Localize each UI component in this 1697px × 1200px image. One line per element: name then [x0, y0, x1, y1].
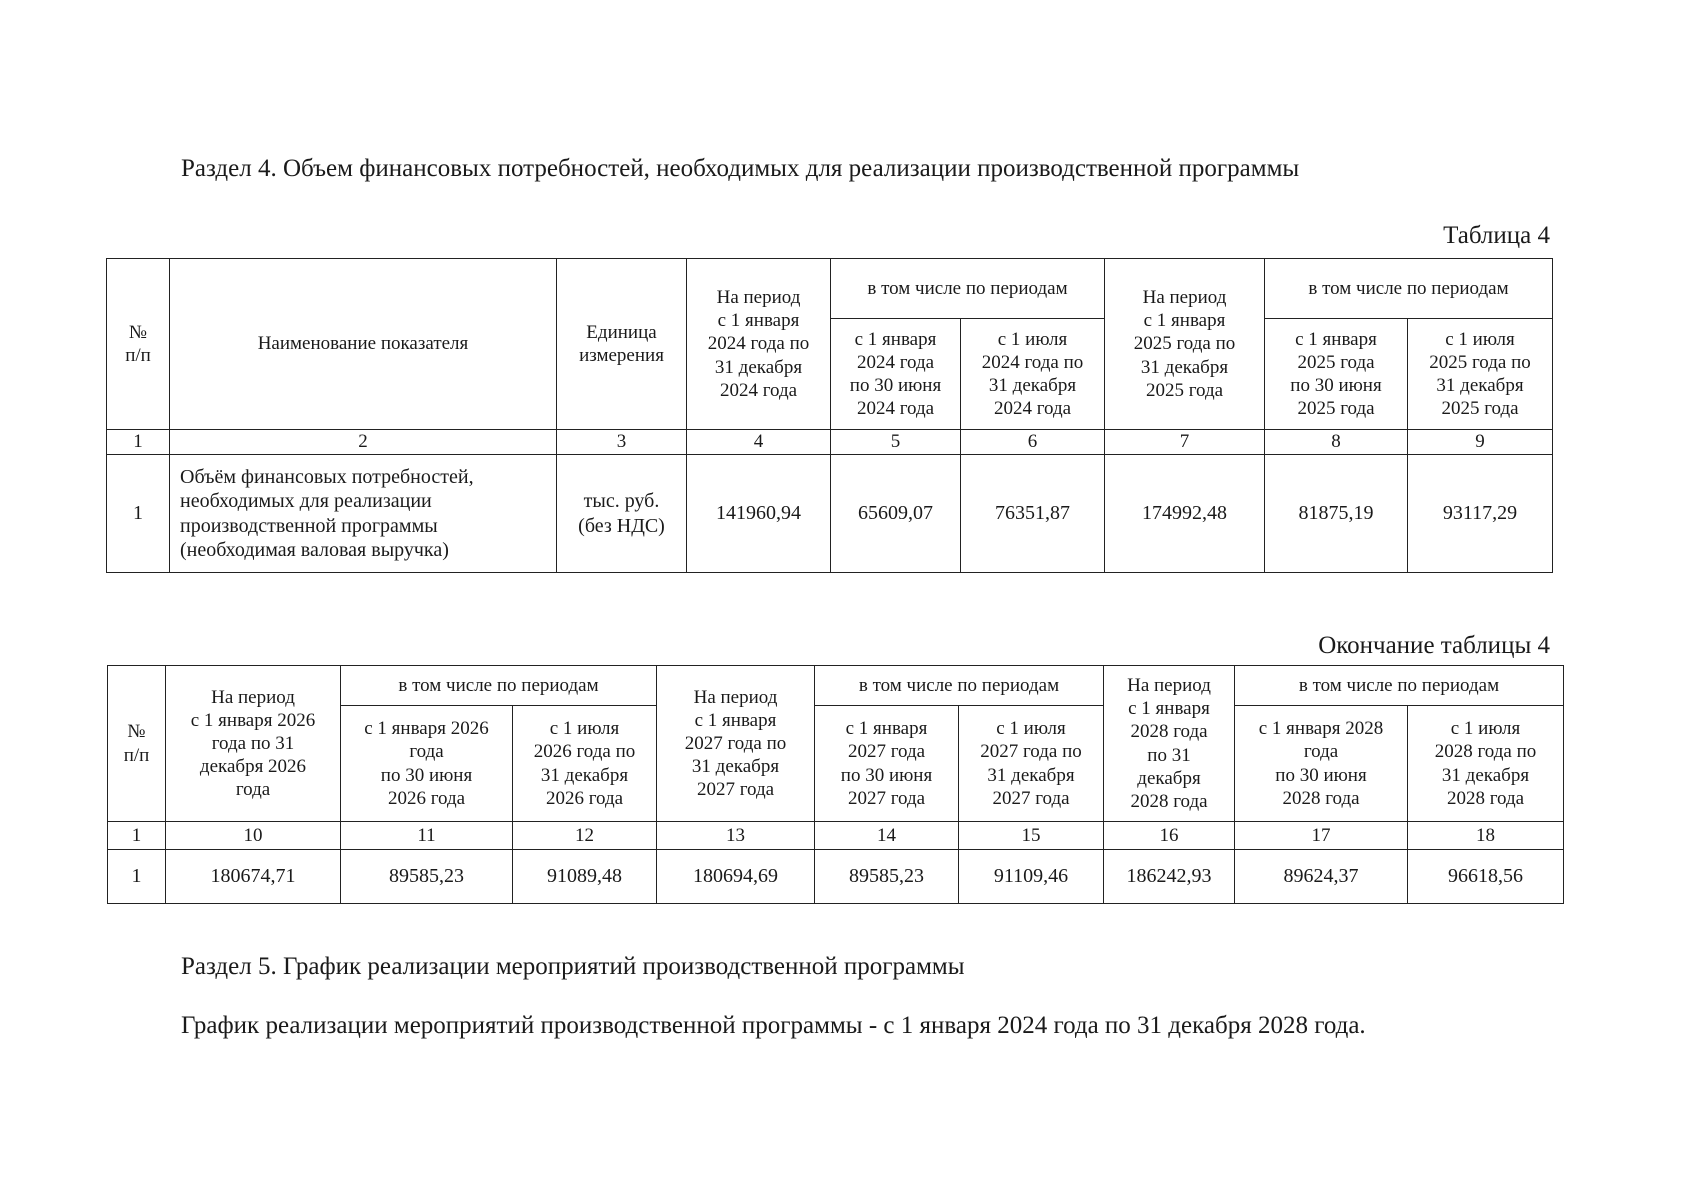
value-period-2027: 180694,69 [657, 850, 815, 904]
col-number: 12 [513, 822, 657, 850]
header-h1-2025: с 1 января 2025 года по 30 июня 2025 года [1265, 319, 1408, 430]
col-number: 14 [815, 822, 959, 850]
header-period-2028: На период с 1 января 2028 года по 31 декабря 2028 года [1104, 666, 1235, 822]
value-h2-2028: 96618,56 [1408, 850, 1564, 904]
col-number: 13 [657, 822, 815, 850]
section-4-title: Раздел 4. Объем финансовых потребностей, необходимых для реализации производственной программы [181, 155, 1300, 182]
header-h2-2028: с 1 июля 2028 года по 31 декабря 2028 года [1408, 706, 1564, 822]
header-including-2027: в том числе по периодам [815, 666, 1104, 706]
header-h1-2026: с 1 января 2026 года по 30 июня 2026 года [341, 706, 513, 822]
col-number: 1 [108, 822, 166, 850]
col-number: 7 [1105, 430, 1265, 455]
header-period-2027: На период с 1 января 2027 года по 31 декабря 2027 года [657, 666, 815, 822]
col-number: 16 [1104, 822, 1235, 850]
row-num: 1 [107, 455, 170, 573]
header-h1-2028: с 1 января 2028 года по 30 июня 2028 года [1235, 706, 1408, 822]
header-num: № п/п [108, 666, 166, 822]
value-h1-2027: 89585,23 [815, 850, 959, 904]
header-h1-2024: с 1 января 2024 года по 30 июня 2024 года [831, 319, 961, 430]
value-period-2028: 186242,93 [1104, 850, 1235, 904]
value-h2-2026: 91089,48 [513, 850, 657, 904]
section-5-title: Раздел 5. График реализации мероприятий производственной программы [181, 953, 965, 980]
header-period-2025: На период с 1 января 2025 года по 31 декабря 2025 года [1105, 259, 1265, 430]
value-h2-2027: 91109,46 [959, 850, 1104, 904]
value-h2-2025: 93117,29 [1408, 455, 1553, 573]
value-h1-2025: 81875,19 [1265, 455, 1408, 573]
col-number: 2 [170, 430, 557, 455]
col-number: 9 [1408, 430, 1553, 455]
header-h2-2026: с 1 июля 2026 года по 31 декабря 2026 года [513, 706, 657, 822]
table-row [108, 850, 1564, 904]
col-number: 17 [1235, 822, 1408, 850]
col-number: 3 [557, 430, 687, 455]
table-2-caption: Окончание таблицы 4 [1318, 632, 1550, 659]
header-name: Наименование показателя [170, 259, 557, 430]
header-including-2028: в том числе по периодам [1235, 666, 1564, 706]
value-period-2024: 141960,94 [687, 455, 831, 573]
value-h1-2028: 89624,37 [1235, 850, 1408, 904]
value-h2-2024: 76351,87 [961, 455, 1105, 573]
col-number: 18 [1408, 822, 1564, 850]
col-number: 15 [959, 822, 1104, 850]
value-h1-2024: 65609,07 [831, 455, 961, 573]
header-h2-2027: с 1 июля 2027 года по 31 декабря 2027 года [959, 706, 1104, 822]
col-number: 10 [166, 822, 341, 850]
header-including-2025: в том числе по периодам [1265, 259, 1553, 319]
header-period-2026: На период с 1 января 2026 года по 31 декабря 2026 года [166, 666, 341, 822]
col-number: 1 [107, 430, 170, 455]
table-2 [107, 665, 1564, 904]
header-period-2024: На период с 1 января 2024 года по 31 декабря 2024 года [687, 259, 831, 430]
header-including-2024: в том числе по периодам [831, 259, 1105, 319]
table-1-caption: Таблица 4 [1443, 222, 1550, 249]
header-h2-2024: с 1 июля 2024 года по 31 декабря 2024 года [961, 319, 1105, 430]
col-number: 11 [341, 822, 513, 850]
header-unit: Единица измерения [557, 259, 687, 430]
row-num: 1 [108, 850, 166, 904]
value-period-2025: 174992,48 [1105, 455, 1265, 573]
value-h1-2026: 89585,23 [341, 850, 513, 904]
table-row [107, 455, 1553, 573]
col-number: 6 [961, 430, 1105, 455]
col-number: 8 [1265, 430, 1408, 455]
row-unit: тыс. руб. (без НДС) [557, 455, 687, 573]
table-1 [106, 258, 1553, 573]
section-5-text: График реализации мероприятий производственной программы - с 1 января 2024 года по 31 декабря 2028 года. [181, 1012, 1366, 1039]
col-number: 4 [687, 430, 831, 455]
value-period-2026: 180674,71 [166, 850, 341, 904]
header-h1-2027: с 1 января 2027 года по 30 июня 2027 года [815, 706, 959, 822]
header-including-2026: в том числе по периодам [341, 666, 657, 706]
header-num: № п/п [107, 259, 170, 430]
col-number: 5 [831, 430, 961, 455]
row-name: Объём финансовых потребностей, необходимых для реализации производственной программы (необходимая валовая выручка) [170, 455, 557, 573]
header-h2-2025: с 1 июля 2025 года по 31 декабря 2025 года [1408, 319, 1553, 430]
